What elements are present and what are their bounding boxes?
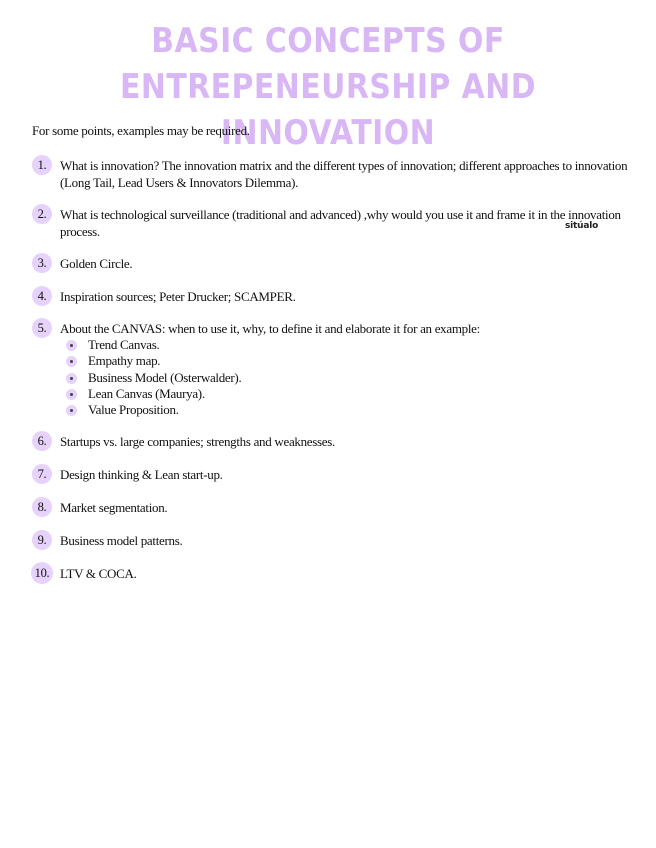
list-item-5 xyxy=(32,320,632,418)
bullet-icon xyxy=(66,340,77,351)
intro-text: For some points, examples may be required. xyxy=(32,123,250,138)
list-item-3 xyxy=(32,255,632,272)
bullet-icon xyxy=(66,373,77,384)
list-item-10 xyxy=(32,565,632,582)
sublist-item: Value Proposition. xyxy=(60,402,632,418)
item-number: 7. xyxy=(32,464,52,484)
item-number: 9. xyxy=(32,530,52,550)
item-number: 4. xyxy=(32,286,52,306)
page-title: BASIC CONCEPTS OF ENTREPENEURSHIP AND INNOVATION xyxy=(119,21,536,153)
item-number: 5. xyxy=(32,318,52,338)
sublist-item: Empathy map. xyxy=(60,353,632,369)
item-text: About the CANVAS: when to use it, why, to define it and elaborate it for an example: xyxy=(60,321,480,336)
item-text: Business model patterns. xyxy=(60,533,183,548)
list-item-7 xyxy=(32,466,632,483)
handwritten-note: sitúalo xyxy=(565,221,599,231)
item-number: 10. xyxy=(31,562,53,584)
item-text: Market segmentation. xyxy=(60,500,168,515)
bullet-icon xyxy=(66,405,77,416)
item-text: Design thinking & Lean start-up. xyxy=(60,467,223,482)
item-text: Startups vs. large companies; strengths and weaknesses. xyxy=(60,434,335,449)
item-text: LTV & COCA. xyxy=(60,566,137,581)
list-item-9 xyxy=(32,532,632,549)
item-number: 2. xyxy=(32,204,52,224)
item-text: Inspiration sources; Peter Drucker; SCAMPER. xyxy=(60,289,296,304)
sublist-item: Lean Canvas (Maurya). xyxy=(60,386,632,402)
sublist-item: Trend Canvas. xyxy=(60,337,632,353)
item-number: 1. xyxy=(32,155,52,175)
list-item-2 xyxy=(32,206,632,240)
item-number: 3. xyxy=(32,253,52,273)
item-text: Golden Circle. xyxy=(60,256,133,271)
canvas-sublist xyxy=(32,337,632,418)
list-item-8 xyxy=(32,499,632,516)
item-number: 6. xyxy=(32,431,52,451)
bullet-icon xyxy=(66,356,77,367)
sublist-item: Business Model (Osterwalder). xyxy=(60,370,632,386)
list-item-4 xyxy=(32,288,632,305)
list-item-1 xyxy=(32,157,632,191)
bullet-icon xyxy=(66,389,77,400)
item-text: What is innovation? The innovation matrix and the different types of innovation; different approaches to innovation (Long Tail, Lead Users & Innovators Dilemma). xyxy=(60,158,628,190)
item-text: What is technological surveillance (traditional and advanced) ,why would you use it and frame it in the innovation process. xyxy=(60,207,621,239)
item-number: 8. xyxy=(32,497,52,517)
list-item-6 xyxy=(32,433,632,450)
